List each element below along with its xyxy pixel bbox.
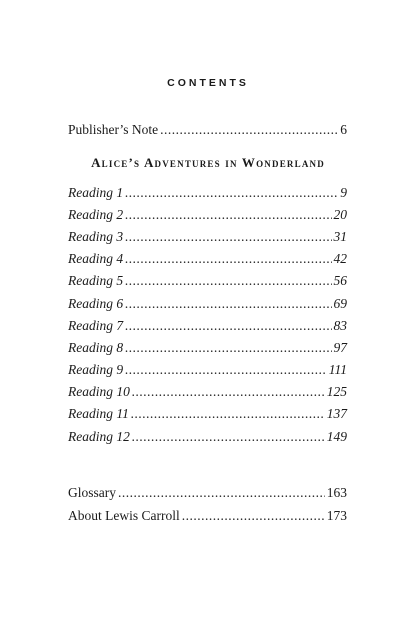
dot-leader	[132, 383, 325, 401]
toc-entry-label: Reading 1	[68, 185, 124, 200]
toc-entry-reading-11[interactable]	[68, 405, 347, 423]
toc-entry-reading-9[interactable]	[68, 361, 347, 379]
dot-leader	[125, 361, 327, 379]
toc-entry-page: 20	[333, 207, 347, 222]
toc-entry-page: 69	[333, 296, 347, 311]
dot-leader	[125, 184, 338, 202]
toc-entry-page: 163	[326, 485, 347, 500]
toc-entry-reading-5[interactable]	[68, 272, 347, 290]
toc-entry-label: Reading 5	[68, 273, 124, 288]
toc-entry-label: Reading 11	[68, 406, 129, 421]
toc-entry-label: About Lewis Carroll	[68, 508, 180, 523]
dot-leader	[125, 250, 331, 268]
toc-entry-label: Reading 3	[68, 229, 124, 244]
toc-entry-label: Reading 8	[68, 340, 124, 355]
toc-entry-glossary[interactable]	[68, 484, 347, 502]
toc-entry-page: 111	[328, 362, 347, 377]
toc-entry-page: 42	[333, 251, 347, 266]
toc-entry-reading-6[interactable]	[68, 295, 347, 313]
dot-leader	[125, 272, 331, 290]
toc-entry-label: Reading 2	[68, 207, 124, 222]
dot-leader	[125, 228, 331, 246]
dot-leader	[125, 206, 331, 224]
toc-entry-page: 31	[333, 229, 347, 244]
toc-entry-reading-12[interactable]	[68, 428, 347, 446]
toc-entry-label: Glossary	[68, 485, 116, 500]
dot-leader	[160, 121, 338, 139]
dot-leader	[125, 339, 331, 357]
toc-entry-page: 56	[333, 273, 347, 288]
toc-entry-reading-3[interactable]	[68, 228, 347, 246]
section-title: Alice’s Adventures in Wonderland	[91, 155, 325, 170]
dot-leader	[182, 507, 325, 525]
toc-entry-reading-1[interactable]	[68, 184, 347, 202]
toc-entry-about-lewis-carroll[interactable]	[68, 507, 347, 525]
toc-entry-label: Reading 6	[68, 296, 124, 311]
toc-entry-publishers-note[interactable]	[68, 121, 347, 139]
toc-entry-page: 97	[333, 340, 347, 355]
toc-entry-reading-4[interactable]	[68, 250, 347, 268]
toc-entry-label: Reading 7	[68, 318, 124, 333]
toc-entry-label: Reading 9	[68, 362, 124, 377]
toc-entry-reading-2[interactable]	[68, 206, 347, 224]
toc-entry-label: Reading 10	[68, 384, 130, 399]
toc-entry-label: Reading 4	[68, 251, 124, 266]
toc-entry-page: 9	[340, 185, 347, 200]
dot-leader	[131, 405, 325, 423]
page-title: CONTENTS	[167, 77, 249, 89]
toc-entry-label: Reading 12	[68, 429, 130, 444]
dot-leader	[125, 317, 331, 335]
toc-entry-page: 149	[326, 429, 347, 444]
toc-entry-page: 173	[326, 508, 347, 523]
toc-entry-page: 137	[326, 406, 347, 421]
toc-entry-label: Publisher’s Note	[68, 122, 159, 137]
dot-leader	[132, 428, 325, 446]
dot-leader	[118, 484, 325, 502]
toc-entry-reading-10[interactable]	[68, 383, 347, 401]
toc-entry-page: 6	[340, 122, 347, 137]
toc-entry-page: 125	[326, 384, 347, 399]
toc-entry-reading-7[interactable]	[68, 317, 347, 335]
dot-leader	[125, 295, 331, 313]
toc-entry-page: 83	[333, 318, 347, 333]
toc-entry-reading-8[interactable]	[68, 339, 347, 357]
